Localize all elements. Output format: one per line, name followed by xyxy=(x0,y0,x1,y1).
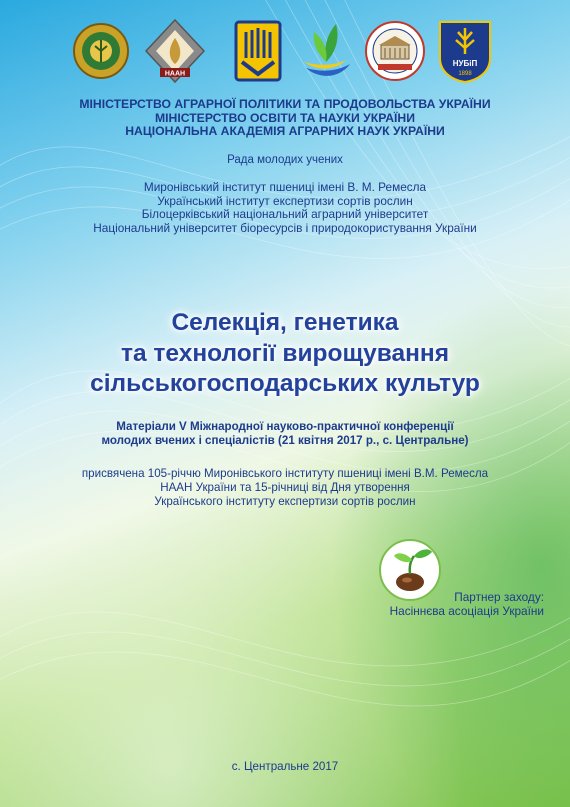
council-label: Рада молодих учених xyxy=(227,154,343,166)
institute-line: Український інститут експертизи сортів рослин xyxy=(157,193,413,208)
dedication-line: присвячена 105-річчю Миронівського інституту пшениці імені В.М. Ремесла xyxy=(81,467,489,480)
title-line: та технології вирощування xyxy=(120,339,450,367)
ministries-block xyxy=(0,98,570,139)
dedication-line: Українського інституту експертизи сортів рослин xyxy=(154,494,416,508)
title-line: Селекція, генетика xyxy=(171,309,399,336)
naan-emblem-icon xyxy=(144,18,206,84)
ministry-line: МІНІСТЕРСТВО ОСВІТИ ТА НАУКИ УКРАЇНИ xyxy=(155,110,415,125)
conference-title xyxy=(0,308,570,400)
ministry-line: МІНІСТЕРСТВО АГРАРНОЇ ПОЛІТИКИ ТА ПРОДОВОЛЬСТВА УКРАЇНИ xyxy=(79,97,491,111)
nubip-logo-text: НУБіП xyxy=(452,59,478,68)
institutes-block xyxy=(0,181,570,235)
naan-logo-text: НААН xyxy=(164,70,186,78)
institute-emblem-icon xyxy=(70,18,132,84)
materials-line: молодих вчених і спеціалістів (21 квітня 2017 р., с. Центральне) xyxy=(101,434,469,447)
materials-subtitle xyxy=(0,420,570,448)
building-emblem-icon xyxy=(364,18,426,84)
partner-label: Партнер заходу: xyxy=(454,590,544,604)
logo-row xyxy=(70,18,500,88)
institute-line: Білоцерківський національний аграрний університет xyxy=(141,207,429,222)
ministry-line: НАЦІОНАЛЬНА АКАДЕМІЯ АГРАРНИХ НАУК УКРАЇНИ xyxy=(125,124,445,139)
title-line: сільськогосподарських культур xyxy=(90,370,480,397)
dedication-line: НААН України та 15-річниці від Дня утворення xyxy=(160,480,410,494)
materials-line: Матеріали V Міжнародної науково-практичної конференції xyxy=(116,420,454,433)
footer-place-year: с. Центральне 2017 xyxy=(231,760,339,773)
institute-line: Національний університет біоресурсів і природокористування України xyxy=(93,220,477,235)
nubip-logo-year: 1898 xyxy=(458,71,472,77)
partner-name: Насіннєва асоціація України xyxy=(389,603,544,618)
wheat-shield-icon xyxy=(228,18,290,84)
institute-line: Миронівський інститут пшениці імені В. М. Ремесла xyxy=(143,180,427,194)
dedication-text xyxy=(0,467,570,508)
partner-block xyxy=(390,591,544,618)
nubip-shield-icon xyxy=(434,18,496,84)
sprout-icon xyxy=(296,18,358,84)
